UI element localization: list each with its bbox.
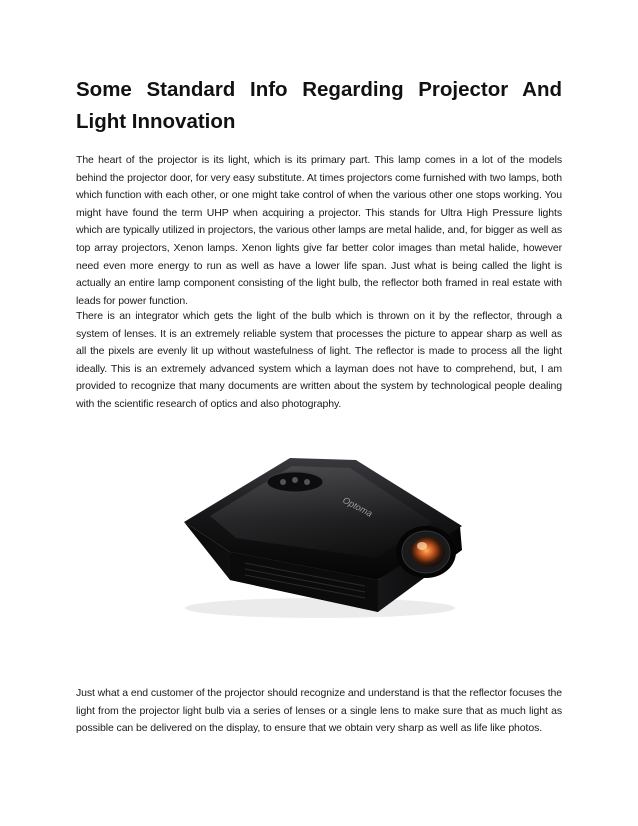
brand-text: Optoma [341, 494, 375, 519]
projector-image [170, 430, 470, 630]
paragraph-3: Just what a end customer of the projector should recognize and understand is that the reflector focuses the light from the projector light bulb via a series of lenses or a single lens to make sure that as much light as possible can be delivered on the display, to ensure that we obtain very sharp as well as life like photos. [76, 687, 563, 735]
document-title: Some Standard Info Regarding Projector And Light Innovation [76, 78, 562, 133]
projector-icon [170, 430, 470, 630]
paragraph-2: There is an integrator which gets the light of the bulb which is thrown on it by the reflector, through a system of lenses. It is an extremely reliable system that processes the picture to appear sharp as well as all the pixels are evenly lit up without wastefulness of light. The reflector is made to process all the light ideally. This is an extremely advanced system which a layman does not have to comprehend, but, I am provided to recognize that many documents are written about the system by technological people dealing with the scientific research of optics and also photography. [76, 310, 562, 410]
paragraph-1: The heart of the projector is its light, which is its primary part. This lamp comes in a lot of the models behind the projector door, for very easy substitute. At times projectors come furnished with two lamps, both which function with each other, or one might take control of when the various other one stops working. You might have found the term UHP when acquiring a projector. This stands for Ultra High Pressure lights which are typically utilized in projectors, the various other lamps are metal halide, and, for bigger as well as top array projectors, Xenon lamps. Xenon lights give far better color images than metal halide, however need even more energy to run as well as have a lower life span. Just what is being called the light is actually an entire lamp component consisting of the light bulb, the reflector both framed in real estate with leads for power function. [76, 154, 562, 307]
